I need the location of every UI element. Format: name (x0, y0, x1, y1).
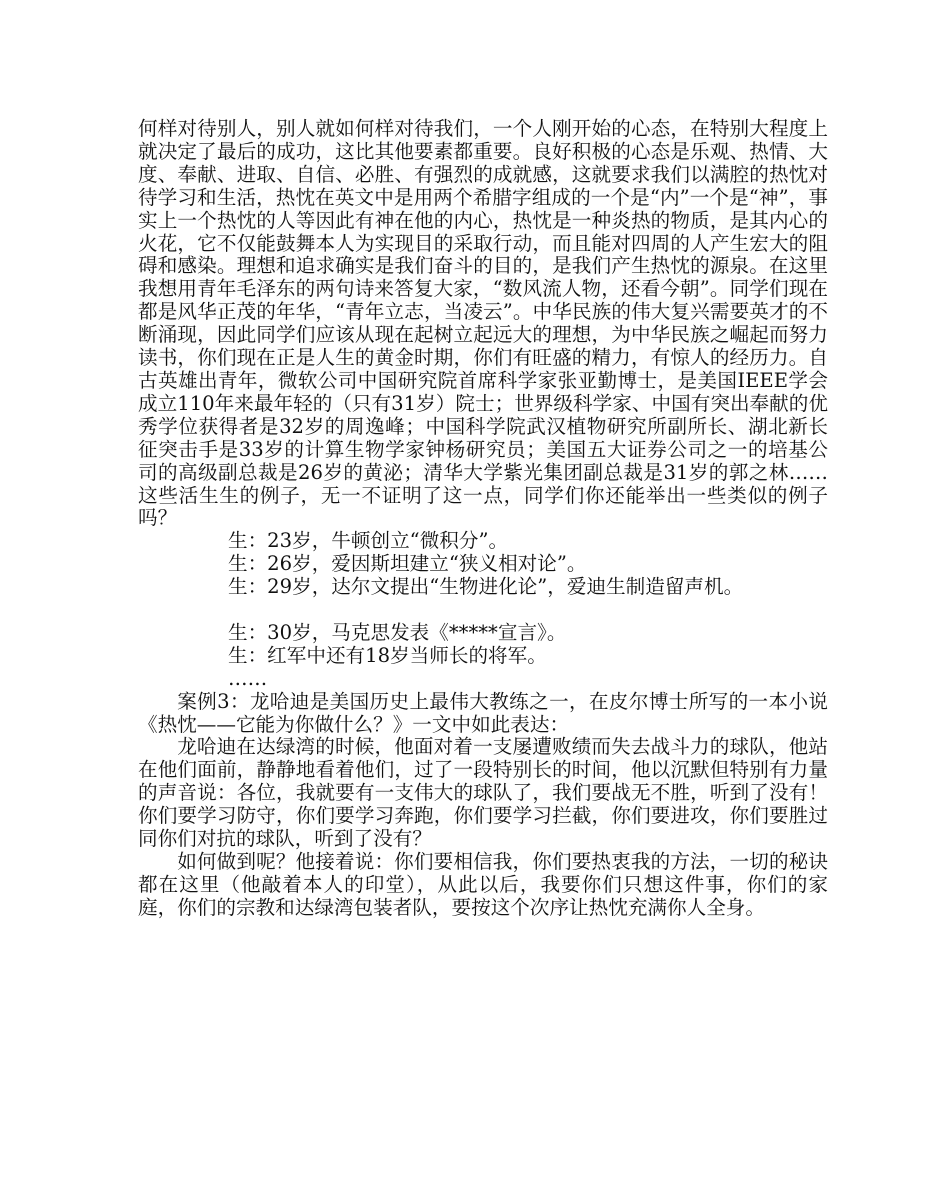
dialogue-line-3: 生：29岁，达尔文提出“生物进化论”，爱迪生制造留声机。 (228, 575, 744, 599)
ellipsis-line: …… (228, 666, 268, 690)
dialogue-line-1: 生：23岁，牛顿创立“微积分”。 (228, 529, 509, 553)
body-paragraph-3: 如何做到呢？他接着说：你们要相信我，你们要热衷我的方法，一切的秘诀都在这里（他敲着本人的印堂），从此以后，我要你们只想这件事，你们的家庭，你们的宗教和达绿湾包装者队，要按这个次序让热忱充满你人全身。 (138, 849, 828, 919)
dialogue-line-5: 生：红军中还有18岁当师长的将军。 (228, 643, 547, 667)
case-3-paragraph: 案例3：龙哈迪是美国历史上最伟大教练之一，在皮尔博士所写的一本小说《热忱——它能为你做什么？》一文中如此表达： (138, 689, 828, 736)
body-paragraph-1: 何样对待别人，别人就如何样对待我们，一个人刚开始的心态，在特别大程度上就决定了最后的成功，这比其他要素都重要。良好积极的心态是乐观、热情、大度、奉献、进取、自信、必胜、有强烈的成就感，这就要求我们以满腔的热忱对待学习和生活，热忱在英文中是用两个希腊字组成的一个是“内”一个是“神”，事实上一个热忱的人等因此有神在他的内心，热忱是一种炎热的物质，是其内心的火花，它不仅能鼓舞本人为实现目的采取行动，而且能对四周的人产生宏大的阻碍和感染。理想和追求确实是我们奋斗的目的，是我们产生热忱的源泉。在这里我想用青年毛泽东的两句诗来答复大家，“数风流人物，还看今朝”。同学们现在都是风华正茂的年华，“青年立志，当凌云”。中华民族的伟大复兴需要英才的不断涌现，因此同学们应该从现在起树立起远大的理想，为中华民族之崛起而努力读书，你们现在正是人生的黄金时期，你们有旺盛的精力，有惊人的经历力。自古英雄出青年，微软公司中国研究院首席科学家张亚勤博士，是美国IEEE学会成立110年来最年轻的（只有31岁）院士；世界级科学家、中国有突出奉献的优秀学位获得者是32岁的周逸峰；中国科学院武汉植物研究所副所长、湖北新长征突击手是33岁的计算生物学家钟杨研究员；美国五大证券公司之一的培基公司的高级副总裁是26岁的黄泌；清华大学紫光集团副总裁是31岁的郭之林……这些活生生的例子，无一不证明了这一点，同学们你还能举出一些类似的例子吗？ (138, 117, 828, 530)
dialogue-line-2: 生：26岁，爱因斯坦建立“狭义相对论”。 (228, 552, 587, 576)
blank-line (138, 599, 828, 622)
document-page (138, 118, 828, 920)
body-paragraph-2: 龙哈迪在达绿湾的时候，他面对着一支屡遭败绩而失去战斗力的球队，他站在他们面前，静静地看着他们，过了一段特别长的时间，他以沉默但特别有力量的声音说：各位，我就要有一支伟大的球队了，我们要战无不胜，听到了没有！你们要学习防守，你们要学习奔跑，你们要学习拦截，你们要进攻，你们要胜过同你们对抗的球队，听到了没有？ (138, 735, 828, 851)
dialogue-line-4: 生：30岁，马克思发表《*****宣言》。 (228, 620, 567, 644)
